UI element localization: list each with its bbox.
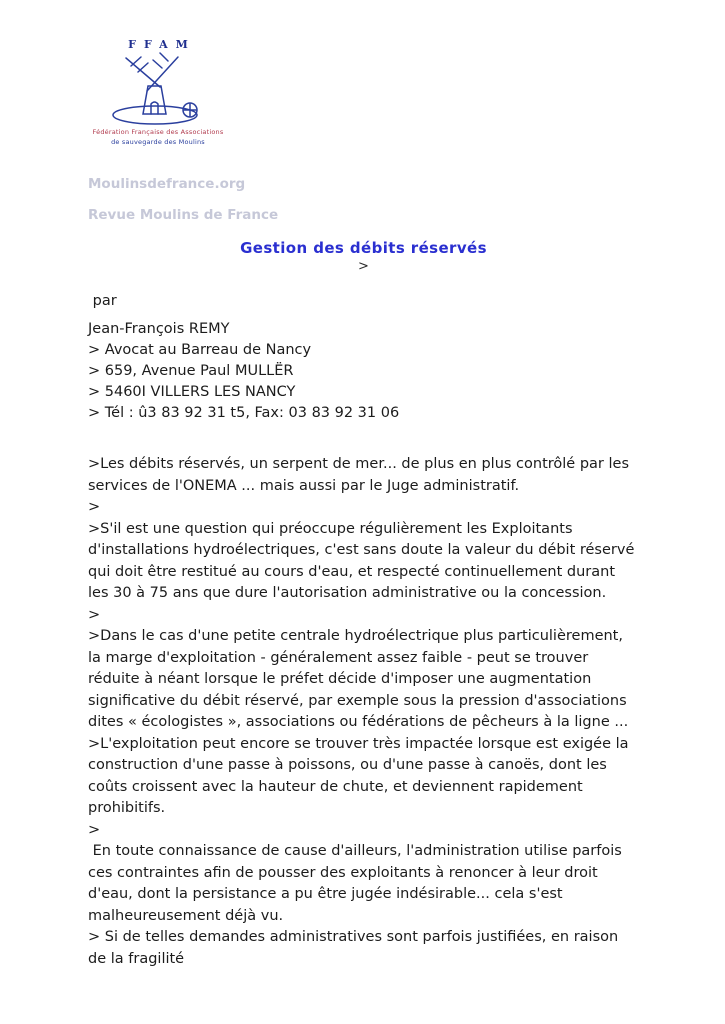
- byline-line: > 659, Avenue Paul MULLËR: [88, 363, 294, 379]
- byline-line: > Tél : û3 83 92 31 t5, Fax: 03 83 92 31 06: [88, 405, 400, 421]
- revue-name: Revue Moulins de France: [88, 207, 279, 223]
- byline-author: Jean-François REMY: [88, 321, 230, 337]
- paragraph: En toute connaissance de cause d'ailleurs, l'administration utilise parfois ces contraintes afin de pousser des exploitants à renoncer à leur droit d'eau, dont la persistance a pu être jugée indésirable... cela s'est malheureusement déjà vu.: [88, 843, 627, 924]
- windmill-icon: [98, 52, 218, 126]
- logo-subtitle-1: Fédération Française des Associations: [92, 128, 224, 136]
- byline-block: [88, 319, 639, 424]
- byline-line: > 5460I VILLERS LES NANCY: [88, 384, 296, 400]
- byline-line: > Avocat au Barreau de Nancy: [88, 342, 312, 358]
- title-chevron: >: [358, 259, 369, 274]
- document-title: Gestion des débits réservés: [240, 239, 487, 257]
- paragraph: >Les débits réservés, un serpent de mer... de plus en plus contrôlé par les services de l'ONEMA ... mais aussi par le Juge administratif.: [88, 456, 634, 494]
- paragraph: >: [88, 499, 101, 515]
- byline-par: par: [88, 293, 117, 309]
- site-name: Moulinsdefrance.org: [88, 176, 246, 192]
- document-body: [88, 454, 639, 970]
- paragraph: >L'exploitation peut encore se trouver très impactée lorsque est exigée la construction d'une passe à poissons, ou d'une passe à canoës, dont les coûts croissent avec la hauteur de chute, et deviennent rapidement prohibitifs.: [88, 735, 634, 816]
- paragraph: >: [88, 606, 101, 623]
- paragraph: > Si de telles demandes administratives sont parfois justifiées, en raison de la fragilité: [88, 929, 623, 967]
- ffam-logo: [92, 38, 224, 146]
- logo-ffam-text: FFAM: [128, 38, 196, 51]
- paragraph: >: [88, 821, 101, 838]
- paragraph: >Dans le cas d'une petite centrale hydroélectrique plus particulièrement, la marge d'exploitation - généralement assez faible - peut se trouver réduite à néant lorsque le préfet décide d'imposer une augmentation significative du débit réservé, par exemple sous la pression d'associations dites « écologistes », associations ou fédérations de pêcheurs à la ligne ...: [88, 628, 632, 730]
- paragraph: >S'il est une question qui préoccupe régulièrement les Exploitants d'installations hydroélectriques, c'est sans doute la valeur du débit réservé qui doit être restitué au cours d'eau, et respecté continuellement durant les 30 à 75 ans que dure l'autorisation administrative ou la concession.: [88, 520, 639, 601]
- logo-subtitle-2: de sauvegarde des Moulins: [111, 138, 205, 146]
